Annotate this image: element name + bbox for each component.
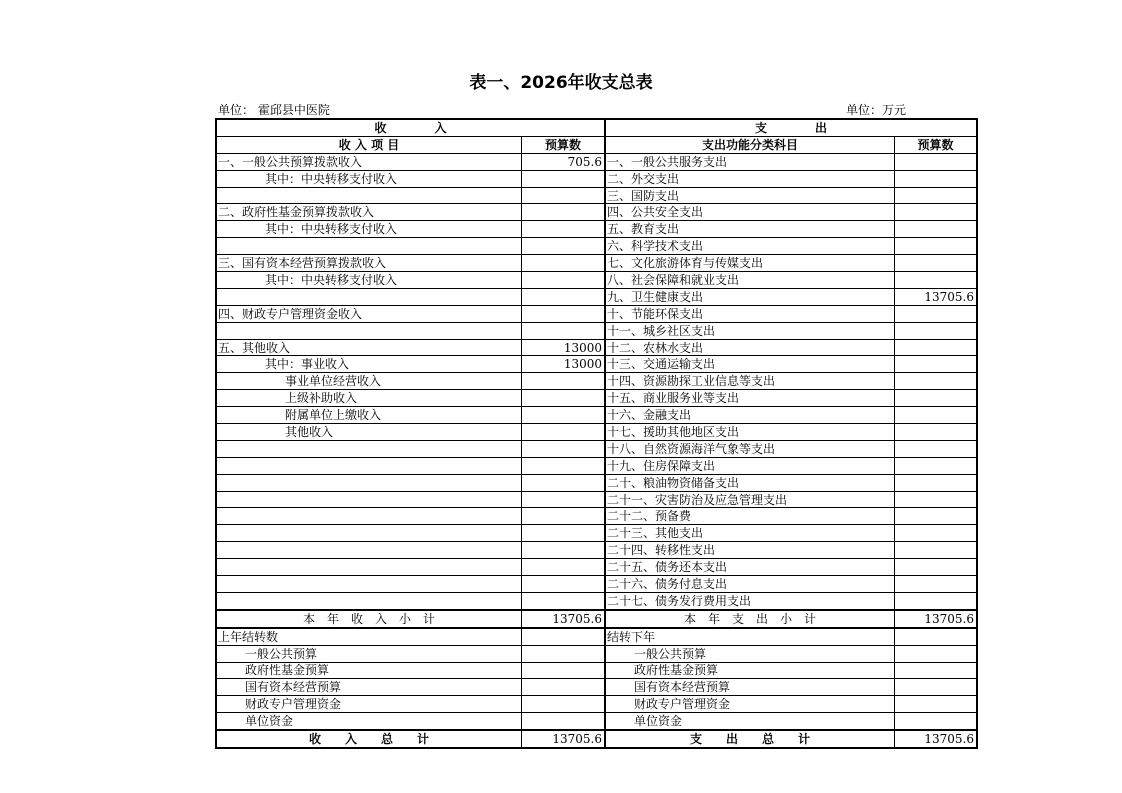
- income-carry-label: 财政专户管理资金: [216, 696, 522, 713]
- expense-item-cell: 十二、农林水支出: [605, 339, 895, 356]
- income-carry-value: [522, 679, 606, 696]
- expense-item-cell: 十六、金融支出: [605, 407, 895, 424]
- income-value-cell: [522, 322, 606, 339]
- expense-value-cell: [895, 542, 978, 559]
- expense-item-cell: 十五、商业服务业等支出: [605, 390, 895, 407]
- income-value-cell: [522, 508, 606, 525]
- table-row: [216, 356, 977, 373]
- total-row: [216, 730, 977, 748]
- income-value-cell: [522, 204, 606, 221]
- income-total-label: 收 入 总 计: [216, 730, 522, 748]
- expense-carry-value: [895, 679, 978, 696]
- table-row: [216, 407, 977, 424]
- income-value-cell: [522, 187, 606, 204]
- income-item-header: 收 入 项 目: [216, 136, 522, 153]
- income-item-cell: [216, 576, 522, 593]
- expense-value-cell: [895, 221, 978, 238]
- expense-value-cell: [895, 457, 978, 474]
- table-row: [216, 542, 977, 559]
- income-value-cell: [522, 559, 606, 576]
- expense-item-cell: 十三、交通运输支出: [605, 356, 895, 373]
- expense-subtotal-label: 本 年 支 出 小 计: [605, 610, 895, 628]
- expense-item-cell: 二十六、债务付息支出: [605, 576, 895, 593]
- expense-value-cell: [895, 153, 978, 170]
- income-carry-label: 国有资本经营预算: [216, 679, 522, 696]
- income-budget-header: 预算数: [522, 136, 606, 153]
- income-carry-value: [522, 645, 606, 662]
- income-value-cell: [522, 373, 606, 390]
- income-value-cell: [522, 542, 606, 559]
- table-row: [216, 440, 977, 457]
- income-value-cell: 705.6: [522, 153, 606, 170]
- income-item-cell: [216, 491, 522, 508]
- unit-name-label: 单位： 霍邱县中医院: [218, 103, 330, 117]
- expense-carry-value: [895, 628, 978, 645]
- income-item-cell: [216, 559, 522, 576]
- expense-item-cell: 四、公共安全支出: [605, 204, 895, 221]
- income-item-cell: [216, 322, 522, 339]
- income-value-cell: [522, 288, 606, 305]
- table-row: [216, 457, 977, 474]
- income-value-cell: [522, 407, 606, 424]
- income-value-cell: [522, 474, 606, 491]
- expense-value-cell: [895, 187, 978, 204]
- expense-value-cell: [895, 170, 978, 187]
- carry-row: [216, 713, 977, 730]
- expense-value-cell: [895, 440, 978, 457]
- expense-value-cell: [895, 356, 978, 373]
- table-row: [216, 288, 977, 305]
- carry-row: [216, 628, 977, 645]
- income-item-cell: [216, 508, 522, 525]
- expense-item-cell: 二十二、预备费: [605, 508, 895, 525]
- income-item-cell: 其他收入: [216, 424, 522, 441]
- expense-carry-label: 结转下年: [605, 628, 895, 645]
- income-subtotal-label: 本 年 收 入 小 计: [216, 610, 522, 628]
- expense-carry-value: [895, 645, 978, 662]
- income-carry-value: [522, 662, 606, 679]
- table-row: [216, 525, 977, 542]
- income-item-cell: 一、一般公共预算拨款收入: [216, 153, 522, 170]
- expense-value-cell: [895, 576, 978, 593]
- expense-group-header: 支 出: [605, 119, 977, 136]
- expense-item-cell: 七、文化旅游体育与传媒支出: [605, 255, 895, 272]
- income-carry-label: 单位资金: [216, 713, 522, 730]
- expense-carry-value: [895, 662, 978, 679]
- income-carry-label: 一般公共预算: [216, 645, 522, 662]
- income-item-cell: 四、财政专户管理资金收入: [216, 305, 522, 322]
- expense-value-cell: [895, 559, 978, 576]
- income-value-cell: [522, 424, 606, 441]
- expense-item-cell: 十七、援助其他地区支出: [605, 424, 895, 441]
- expense-item-cell: 二十七、债务发行费用支出: [605, 592, 895, 609]
- expense-item-cell: 八、社会保障和就业支出: [605, 272, 895, 289]
- table-row: [216, 170, 977, 187]
- table-row: [216, 373, 977, 390]
- income-item-cell: 其中：事业收入: [216, 356, 522, 373]
- income-value-cell: [522, 525, 606, 542]
- carry-row: [216, 696, 977, 713]
- expense-value-cell: [895, 305, 978, 322]
- expense-value-cell: [895, 255, 978, 272]
- table-row: [216, 491, 977, 508]
- income-value-cell: [522, 170, 606, 187]
- expense-carry-label: 一般公共预算: [605, 645, 895, 662]
- income-group-header: 收 入: [216, 119, 605, 136]
- income-item-cell: [216, 592, 522, 609]
- expense-item-cell: 一、一般公共服务支出: [605, 153, 895, 170]
- income-subtotal-value: 13705.6: [522, 610, 606, 628]
- income-item-cell: 其中：中央转移支付收入: [216, 221, 522, 238]
- expense-carry-label: 财政专户管理资金: [605, 696, 895, 713]
- income-item-cell: [216, 474, 522, 491]
- expense-value-cell: [895, 525, 978, 542]
- table-row: [216, 153, 977, 170]
- expense-carry-value: [895, 696, 978, 713]
- income-item-cell: [216, 187, 522, 204]
- income-carry-value: [522, 713, 606, 730]
- expense-value-cell: 13705.6: [895, 288, 978, 305]
- expense-carry-label: 单位资金: [605, 713, 895, 730]
- income-carry-value: [522, 628, 606, 645]
- income-value-cell: [522, 305, 606, 322]
- table-row: [216, 592, 977, 609]
- expense-item-cell: 二十、粮油物资储备支出: [605, 474, 895, 491]
- income-item-cell: 上级补助收入: [216, 390, 522, 407]
- expense-subtotal-value: 13705.6: [895, 610, 978, 628]
- expense-item-cell: 九、卫生健康支出: [605, 288, 895, 305]
- table-row: [216, 424, 977, 441]
- income-value-cell: 13000: [522, 356, 606, 373]
- expense-value-cell: [895, 390, 978, 407]
- table-row: [216, 187, 977, 204]
- expense-value-cell: [895, 508, 978, 525]
- expense-value-cell: [895, 474, 978, 491]
- expense-value-cell: [895, 204, 978, 221]
- income-item-cell: 其中：中央转移支付收入: [216, 170, 522, 187]
- expense-item-cell: 二、外交支出: [605, 170, 895, 187]
- income-value-cell: 13000: [522, 339, 606, 356]
- income-value-cell: [522, 272, 606, 289]
- table-row: [216, 322, 977, 339]
- income-value-cell: [522, 390, 606, 407]
- expense-carry-label: 国有资本经营预算: [605, 679, 895, 696]
- income-value-cell: [522, 255, 606, 272]
- table-row: [216, 238, 977, 255]
- group-header-row: [216, 119, 977, 136]
- expense-value-cell: [895, 272, 978, 289]
- table-row: [216, 204, 977, 221]
- page-title: 表一、2026年收支总表: [469, 73, 653, 93]
- expense-budget-header: 预算数: [895, 136, 978, 153]
- income-item-cell: 其中：中央转移支付收入: [216, 272, 522, 289]
- income-value-cell: [522, 440, 606, 457]
- income-value-cell: [522, 592, 606, 609]
- subtotal-row: [216, 610, 977, 628]
- expense-value-cell: [895, 373, 978, 390]
- income-item-cell: 二、政府性基金预算拨款收入: [216, 204, 522, 221]
- expense-item-cell: 二十四、转移性支出: [605, 542, 895, 559]
- expense-value-cell: [895, 407, 978, 424]
- expense-total-value: 13705.6: [895, 730, 978, 748]
- expense-item-cell: 二十五、债务还本支出: [605, 559, 895, 576]
- income-item-cell: [216, 440, 522, 457]
- expense-carry-value: [895, 713, 978, 730]
- budget-summary-table: [215, 118, 978, 749]
- income-carry-label: 政府性基金预算: [216, 662, 522, 679]
- table-row: [216, 339, 977, 356]
- expense-value-cell: [895, 339, 978, 356]
- income-value-cell: [522, 238, 606, 255]
- expense-item-cell: 十四、资源勘探工业信息等支出: [605, 373, 895, 390]
- carry-row: [216, 645, 977, 662]
- expense-value-cell: [895, 322, 978, 339]
- expense-value-cell: [895, 238, 978, 255]
- expense-item-cell: 六、科学技术支出: [605, 238, 895, 255]
- income-item-cell: [216, 525, 522, 542]
- table-body: [216, 119, 977, 748]
- expense-value-cell: [895, 424, 978, 441]
- table-row: [216, 272, 977, 289]
- table-row: [216, 474, 977, 491]
- table-row: [216, 390, 977, 407]
- income-value-cell: [522, 576, 606, 593]
- table-row: [216, 305, 977, 322]
- expense-item-cell: 十、节能环保支出: [605, 305, 895, 322]
- income-total-value: 13705.6: [522, 730, 606, 748]
- expense-item-cell: 三、国防支出: [605, 187, 895, 204]
- expense-item-cell: 二十一、灾害防治及应急管理支出: [605, 491, 895, 508]
- income-value-cell: [522, 491, 606, 508]
- expense-value-cell: [895, 491, 978, 508]
- carry-row: [216, 679, 977, 696]
- income-item-cell: [216, 288, 522, 305]
- income-item-cell: 事业单位经营收入: [216, 373, 522, 390]
- income-value-cell: [522, 221, 606, 238]
- expense-value-cell: [895, 592, 978, 609]
- expense-item-cell: 五、教育支出: [605, 221, 895, 238]
- income-item-cell: 三、国有资本经营预算拨款收入: [216, 255, 522, 272]
- table-row: [216, 255, 977, 272]
- column-header-row: [216, 136, 977, 153]
- income-item-cell: [216, 542, 522, 559]
- expense-item-header: 支出功能分类科目: [605, 136, 895, 153]
- expense-item-cell: 十一、城乡社区支出: [605, 322, 895, 339]
- expense-item-cell: 十九、住房保障支出: [605, 457, 895, 474]
- income-item-cell: [216, 238, 522, 255]
- expense-item-cell: 二十三、其他支出: [605, 525, 895, 542]
- table-row: [216, 221, 977, 238]
- expense-item-cell: 十八、自然资源海洋气象等支出: [605, 440, 895, 457]
- income-item-cell: 五、其他收入: [216, 339, 522, 356]
- currency-unit-label: 单位：万元: [845, 103, 906, 117]
- carry-row: [216, 662, 977, 679]
- table-row: [216, 508, 977, 525]
- table-row: [216, 576, 977, 593]
- table-row: [216, 559, 977, 576]
- expense-carry-label: 政府性基金预算: [605, 662, 895, 679]
- income-item-cell: [216, 457, 522, 474]
- income-carry-label: 上年结转数: [216, 628, 522, 645]
- expense-total-label: 支 出 总 计: [605, 730, 895, 748]
- income-item-cell: 附属单位上缴收入: [216, 407, 522, 424]
- income-value-cell: [522, 457, 606, 474]
- income-carry-value: [522, 696, 606, 713]
